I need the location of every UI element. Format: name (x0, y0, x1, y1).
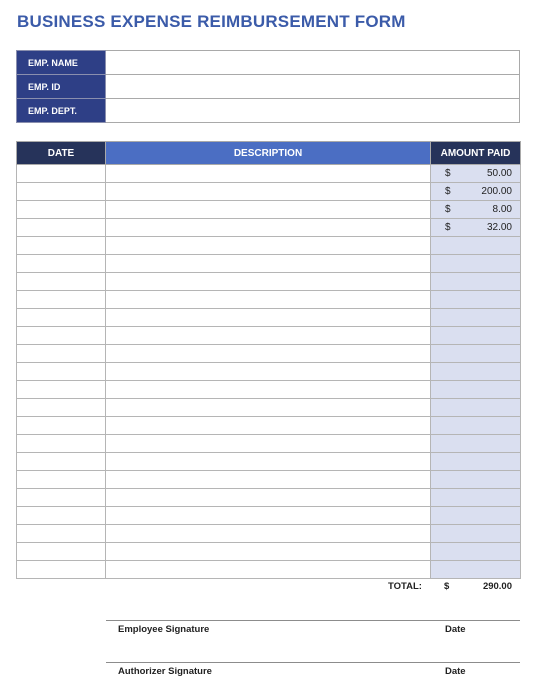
description-cell[interactable] (106, 543, 431, 561)
table-row (17, 381, 521, 399)
description-cell[interactable] (106, 435, 431, 453)
date-cell[interactable] (17, 381, 106, 399)
total-currency: $ (444, 581, 450, 592)
table-row (17, 507, 521, 525)
table-row (17, 561, 521, 579)
amount-cell[interactable] (431, 345, 521, 363)
amount-cell[interactable] (431, 309, 521, 327)
description-cell[interactable] (106, 165, 431, 183)
table-row (17, 453, 521, 471)
date-column-header: DATE (17, 142, 106, 165)
amount-cell[interactable] (431, 273, 521, 291)
employee-signature-label: Employee Signature (118, 624, 210, 635)
table-row (17, 327, 521, 345)
table-row (17, 489, 521, 507)
description-cell[interactable] (106, 309, 431, 327)
description-cell[interactable] (106, 327, 431, 345)
description-cell[interactable] (106, 381, 431, 399)
date-cell[interactable] (17, 273, 106, 291)
date-cell[interactable] (17, 201, 106, 219)
emp-dept-field[interactable] (106, 99, 520, 123)
description-cell[interactable] (106, 201, 431, 219)
emp-dept-label: EMP. DEPT. (17, 99, 106, 123)
table-row (17, 237, 521, 255)
table-row (17, 417, 521, 435)
description-column-header: DESCRIPTION (106, 142, 431, 165)
description-cell[interactable] (106, 183, 431, 201)
date-cell[interactable] (17, 255, 106, 273)
description-cell[interactable] (106, 255, 431, 273)
employee-info-table (16, 50, 520, 123)
expense-table (16, 141, 521, 579)
table-row (17, 165, 521, 183)
amount-cell[interactable] (431, 543, 521, 561)
amount-cell[interactable] (431, 363, 521, 381)
amount-cell[interactable] (431, 507, 521, 525)
description-cell[interactable] (106, 363, 431, 381)
date-cell[interactable] (17, 435, 106, 453)
emp-name-field[interactable] (106, 51, 520, 75)
table-row (17, 273, 521, 291)
authorizer-signature-date-label: Date (445, 666, 466, 677)
emp-id-label: EMP. ID (17, 75, 106, 99)
total-label: TOTAL: (388, 581, 422, 592)
table-row (17, 543, 521, 561)
description-cell[interactable] (106, 291, 431, 309)
date-cell[interactable] (17, 561, 106, 579)
date-cell[interactable] (17, 291, 106, 309)
total-value: 290.00 (482, 581, 512, 592)
expense-rows (17, 165, 521, 579)
page-title: BUSINESS EXPENSE REIMBURSEMENT FORM (17, 12, 406, 31)
date-cell[interactable] (17, 507, 106, 525)
amount-value: 50.00 (486, 168, 512, 179)
amount-cell[interactable] (431, 435, 521, 453)
date-cell[interactable] (17, 453, 106, 471)
amount-cell[interactable] (431, 453, 521, 471)
amount-cell[interactable] (431, 165, 521, 183)
emp-name-label: EMP. NAME (17, 51, 106, 75)
amount-value: 8.00 (492, 204, 512, 215)
date-cell[interactable] (17, 183, 106, 201)
description-cell[interactable] (106, 399, 431, 417)
description-cell[interactable] (106, 561, 431, 579)
description-cell[interactable] (106, 525, 431, 543)
table-row (17, 363, 521, 381)
amount-cell[interactable] (431, 255, 521, 273)
date-cell[interactable] (17, 525, 106, 543)
amount-cell[interactable] (431, 237, 521, 255)
date-cell[interactable] (17, 165, 106, 183)
amount-cell[interactable] (431, 327, 521, 345)
amount-cell[interactable] (431, 291, 521, 309)
amount-value: 32.00 (486, 222, 512, 233)
date-cell[interactable] (17, 345, 106, 363)
amount-column-header: AMOUNT PAID (431, 142, 521, 165)
date-cell[interactable] (17, 327, 106, 345)
currency-symbol: $ (445, 204, 451, 215)
date-cell[interactable] (17, 219, 106, 237)
amount-value: 200.00 (481, 186, 512, 197)
table-row (17, 309, 521, 327)
amount-cell[interactable] (431, 381, 521, 399)
table-row (17, 219, 521, 237)
table-row (17, 471, 521, 489)
date-cell[interactable] (17, 489, 106, 507)
date-cell[interactable] (17, 543, 106, 561)
table-row (17, 525, 521, 543)
description-cell[interactable] (106, 237, 431, 255)
description-cell[interactable] (106, 453, 431, 471)
description-cell[interactable] (106, 345, 431, 363)
amount-cell[interactable] (431, 399, 521, 417)
authorizer-signature-label: Authorizer Signature (118, 666, 212, 677)
employee-signature-date-label: Date (445, 624, 466, 635)
table-row (17, 201, 521, 219)
amount-cell[interactable] (431, 525, 521, 543)
amount-cell[interactable] (431, 489, 521, 507)
description-cell[interactable] (106, 219, 431, 237)
date-cell[interactable] (17, 237, 106, 255)
date-cell[interactable] (17, 309, 106, 327)
currency-symbol: $ (445, 168, 451, 179)
table-row (17, 255, 521, 273)
description-cell[interactable] (106, 273, 431, 291)
description-cell[interactable] (106, 417, 431, 435)
currency-symbol: $ (445, 186, 451, 197)
table-row (17, 183, 521, 201)
emp-id-field[interactable] (106, 75, 520, 99)
employee-signature-line[interactable] (106, 620, 520, 635)
currency-symbol: $ (445, 222, 451, 233)
authorizer-signature-line[interactable] (106, 662, 520, 677)
date-cell[interactable] (17, 399, 106, 417)
date-cell[interactable] (17, 363, 106, 381)
amount-cell[interactable] (431, 201, 521, 219)
amount-cell[interactable] (431, 417, 521, 435)
date-cell[interactable] (17, 471, 106, 489)
description-cell[interactable] (106, 489, 431, 507)
amount-cell[interactable] (431, 219, 521, 237)
description-cell[interactable] (106, 471, 431, 489)
table-row (17, 345, 521, 363)
total-row (0, 581, 540, 595)
table-row (17, 435, 521, 453)
amount-cell[interactable] (431, 183, 521, 201)
amount-cell[interactable] (431, 561, 521, 579)
description-cell[interactable] (106, 507, 431, 525)
date-cell[interactable] (17, 417, 106, 435)
table-row (17, 291, 521, 309)
amount-cell[interactable] (431, 471, 521, 489)
table-row (17, 399, 521, 417)
